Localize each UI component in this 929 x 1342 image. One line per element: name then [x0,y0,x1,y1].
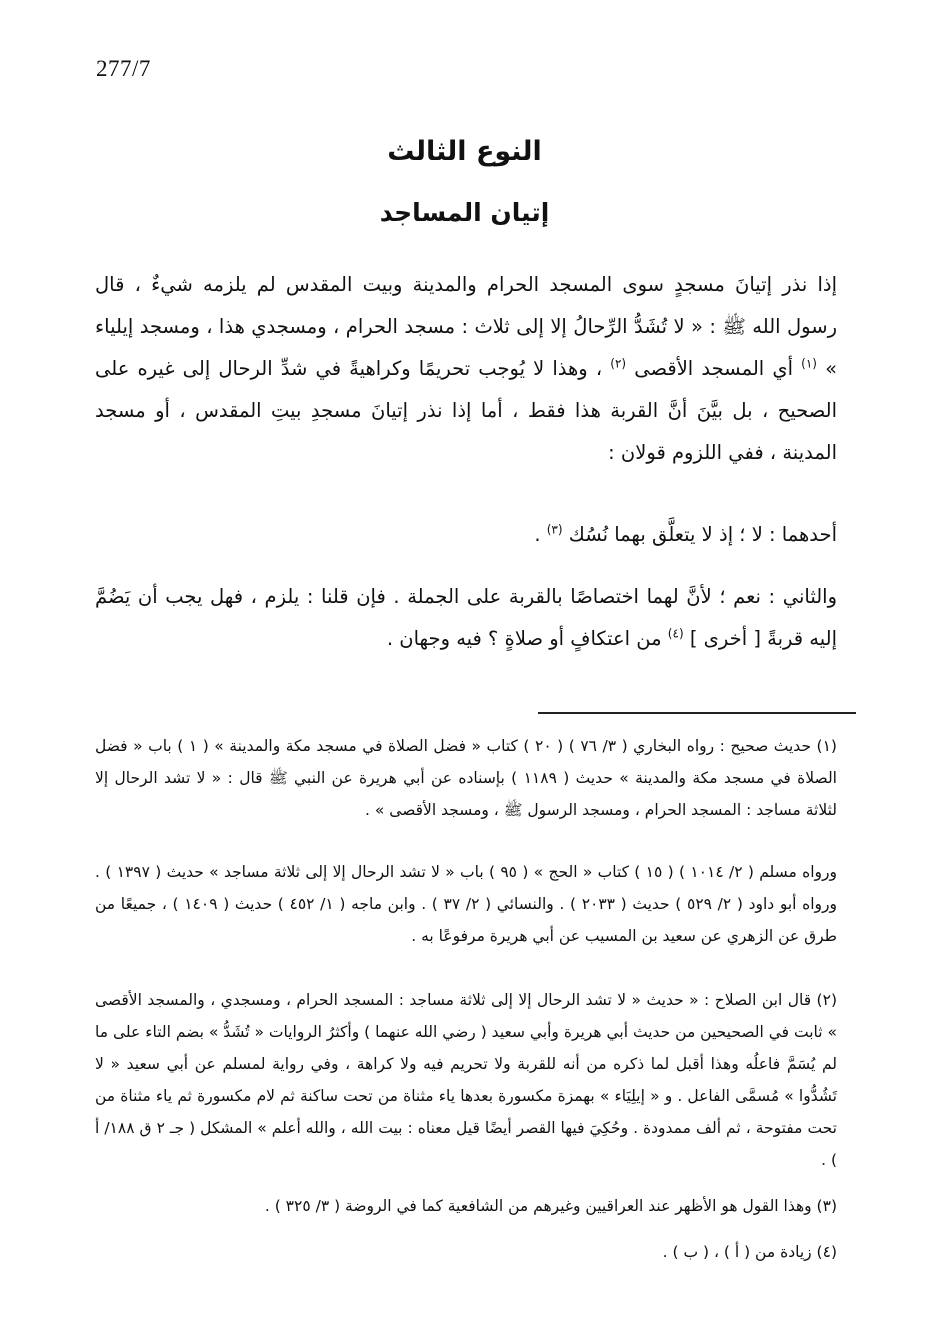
paragraph-text: والثاني : نعم ؛ لأنَّ لهما اختصاصًا بالقربة على الجملة . فإن قلنا : يلزم ، فهل يجب أن يَضُمَّ إليه قربةً [ أخرى ] [95,585,837,650]
footnote-2 [95,984,837,1176]
footnote-text: (١) حديث صحيح : رواه البخاري ( ٣/ ٧٦ ) ( ٢٠ ) كتاب « فضل الصلاة في مسجد مكة والمدينة » ( ١ ) باب « فضل الصلاة في مسجد مكة والمدينة » حديث ( ١١٨٩ ) بإسناده عن أبي هريرة عن النبي ﷺ قال : « لا تشد الرحال إلا لثلاثة مساجد : المسجد الحرام ، ومسجد الرسول ﷺ ، ومسجد الأقصى » . [95,737,837,819]
chapter-title: النوع الثالث [387,136,542,167]
footnote-1-continued [95,856,837,952]
paragraph-text: من اعتكافٍ أو صلاةٍ ؟ فيه وجهان . [386,627,662,650]
footnote-separator [538,712,856,714]
footnote-text: ورواه مسلم ( ٢/ ١٠١٤ ) ( ١٥ ) كتاب « الحج » ( ٩٥ ) باب « لا تشد الرحال إلا إلى ثلاثة مساجد » حديث ( ١٣٩٧ ) . ورواه أبو داود ( ٢/ ٥٢٩ ) حديث ( ٢٠٣٣ ) . والنسائي ( ٢/ ٣٧ ) . وابن ماجه ( ١/ ٤٥٢ ) حديث ( ١٤٠٩ ) ، جميعًا من طرق عن الزهري عن سعيد بن المسيب عن أبي هريرة مرفوعًا به . [95,863,837,945]
footnote-text: (٣) وهذا القول هو الأظهر عند العراقيين وغيرهم من الشافعية كما في الروضة ( ٣/ ٣٢٥ ) . [264,1197,837,1215]
footnote-1 [95,730,837,826]
paragraph-text: إذا نذر إتيانَ مسجدٍ سوى المسجد الحرام والمدينة وبيت المقدس لم يلزمه شيءٌ ، قال رسول الله ﷺ : « لا تُشَدُّ الرِّحالُ إلا إلى ثلاث : مسجد الحرام ، ومسجدي هذا ، ومسجد إيلياء » [95,273,838,380]
paragraph-text: أحدهما : لا ؛ إذ لا يتعلَّق بهما نُسُك [568,523,837,546]
section-title: إتيان المساجد [379,198,550,227]
footnote-text: (٤) زيادة من ( أ ) ، ( ب ) . [662,1243,837,1261]
page-number: 277/7 [96,56,151,81]
footnote-ref: (٣) [546,522,563,537]
footnote-3 [95,1190,837,1222]
footnote-text: (٢) قال ابن الصلاح : « حديث « لا تشد الرحال إلا إلى ثلاثة مساجد : المسجد الحرام ، ومسجدي ، والمسجد الأقصى » ثابت في الصحيحين من حديث أبي هريرة وأبي سعيد ( رضي الله عنهما ) وأكثرُ الروايات « تُشَدُّ » بضم التاء على ما لم يُسَمَّ فاعلُه وهذا أقبل لما ذكره من أنه للقربة ولا تحريم فيه ولا كراهة ، وفي رواية لمسلم عن أبي سعيد « لا تَشُدُّوا » مُسمَّى الفاعل . و « إيلِيَاء » بهمزة مكسورة بعدها ياء مثناة من تحت ساكنة ثم لام مكسورة ثم ياء مثناة من تحت مفتوحة ، ثم ألف ممدودة . وحُكِيَ فيها القصر أيضًا قيل معناه : بيت الله ، والله أعلم » المشكل ( جـ ٢ ق ١٨٨/ أ ) . [95,991,837,1169]
paragraph-text: أي المسجد الأقصى [634,357,793,380]
footnote-ref: (٢) [610,356,627,371]
body-paragraph-2 [95,514,837,556]
body-paragraph-3 [95,576,837,660]
footnote-ref: (٤) [667,626,684,641]
footnote-4 [95,1236,837,1268]
paragraph-text: . [534,523,541,546]
paragraph-text: ، وهذا لا يُوجب تحريمًا وكراهيةً في شدِّ الرحال إلى غيره على الصحيح ، بل بيَّنَ أنَّ القربة هذا فقط ، أما إذا نذر إتيانَ مسجدِ بيتِ المقدس ، أو مسجد المدينة ، ففي اللزوم قولان : [95,357,837,464]
body-paragraph-1 [95,264,837,474]
footnote-ref: (١) [801,356,817,371]
